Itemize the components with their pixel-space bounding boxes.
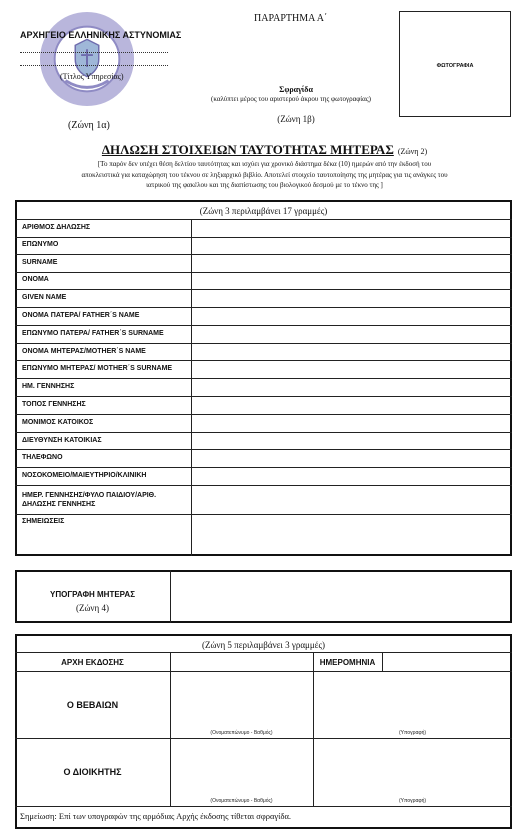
field-label: ΔΗΛΩΣΗΣ ΓΕΝΝΗΣΗΣ — [22, 501, 96, 508]
row-divider — [15, 396, 512, 397]
field-label: ΑΡΙΘΜΟΣ ΔΗΛΩΣΗΣ — [22, 224, 91, 231]
row-divider — [15, 432, 512, 433]
certifier-name-rank-caption: (Ονοματεπώνυμο - Βαθμός) — [210, 730, 273, 736]
document-title-zone: (Ζώνη 2) — [397, 147, 428, 156]
field-label: ΕΠΩΝΥΜΟ — [22, 241, 59, 248]
intro-line-1: [Το παρόν δεν υπέχει θέση δελτίου ταυτότητας και ισχύει για χρονικό διάστημα δέκα (10) ημερών από την έκδοσή του — [97, 160, 432, 168]
field-label: SURNAME — [22, 259, 58, 266]
zone-5-column-divider — [313, 652, 314, 806]
stamp-note-footer: Σημείωση: Επί των υπογραφών της αρμόδιας Αρχής έκδοσης τίθεται σφραγίδα. — [20, 811, 292, 821]
zone-5-divider — [15, 652, 512, 653]
director-signature-caption: (Υπογραφή) — [398, 798, 427, 804]
zone-3-header-divider — [15, 219, 512, 220]
row-divider — [15, 514, 512, 515]
issuer-label: ΑΡΧΗ ΕΚΔΟΣΗΣ — [61, 658, 124, 667]
document-title: ΔΗΛΩΣΗ ΣΤΟΙΧΕΙΩΝ ΤΑΥΤΟΤΗΤΑΣ ΜΗΤΕΡΑΣ — [101, 142, 394, 157]
director-label: Ο ΔΙΟΙΚΗΤΗΣ — [63, 767, 122, 777]
mother-signature-label: ΥΠΟΓΡΑΦΗ ΜΗΤΕΡΑΣ — [50, 590, 135, 599]
field-label: ΝΟΣΟΚΟΜΕΙΟ/ΜΑΙΕΥΤΗΡΙΟ/ΚΛΙΝΙΚΗ — [22, 472, 147, 479]
zone-5-divider — [15, 738, 512, 739]
certifier-signature-caption: (Υπογραφή) — [398, 730, 427, 736]
zone-1b-label: (Ζώνη 1β) — [277, 114, 315, 124]
row-divider — [15, 449, 512, 450]
zone-5-divider — [15, 671, 512, 672]
row-divider — [15, 378, 512, 379]
intro-text — [0, 159, 529, 191]
zone-3-header: (Ζώνη 3 περιλαμβάνει 17 γραμμές) — [199, 206, 328, 216]
field-label: ΟΝΟΜΑ ΠΑΤΕΡΑ/ FATHER΄S NAME — [22, 312, 140, 319]
appendix-title: ΠΑΡΑΡΤΗΜΑ Α΄ — [254, 13, 328, 24]
service-dotted-line-1 — [20, 52, 168, 53]
field-label: ΗΜ. ΓΕΝΝΗΣΗΣ — [22, 383, 75, 390]
row-divider — [15, 325, 512, 326]
certifier-label: Ο ΒΕΒΑΙΩΝ — [66, 700, 119, 710]
photo-label: ΦΩΤΟΓΡΑΦΙΑ — [436, 63, 474, 69]
row-divider — [15, 307, 512, 308]
date-label: ΗΜΕΡΟΜΗΝΙΑ — [319, 658, 376, 667]
field-label: ΔΙΕΥΘΥΝΣΗ ΚΑΤΟΙΚΙΑΣ — [22, 437, 102, 444]
zone-4-divider — [170, 570, 171, 623]
zone-5-divider — [15, 806, 512, 807]
zone-5-column-divider — [170, 652, 171, 806]
document-title-row — [0, 141, 529, 159]
field-label: ΤΗΛΕΦΩΝΟ — [22, 454, 63, 461]
row-divider — [15, 237, 512, 238]
field-label: ΕΠΩΝΥΜΟ ΠΑΤΕΡΑ/ FATHER΄S SURNAME — [22, 330, 164, 337]
zone-5-column-divider — [382, 652, 383, 671]
field-label: ΟΝΟΜΑ ΜΗΤΕΡΑΣ/MOTHER΄S NAME — [22, 348, 146, 355]
field-label: ΟΝΟΜΑ — [22, 276, 49, 283]
field-label: GIVEN NAME — [22, 294, 67, 301]
row-divider — [15, 360, 512, 361]
field-label: ΜΟΝΙΜΟΣ ΚΑΤΟΙΚΟΣ — [22, 419, 94, 426]
field-label: ΣΗΜΕΙΩΣΕΙΣ — [22, 518, 65, 525]
field-label: ΤΟΠΟΣ ΓΕΝΝΗΣΗΣ — [22, 401, 86, 408]
zone-1a-label: (Ζώνη 1α) — [68, 120, 110, 131]
row-divider — [15, 343, 512, 344]
zone-3-column-divider — [191, 219, 192, 556]
archive-title: ΑΡΧΗΓΕΙΟ ΕΛΛΗΝΙΚΗΣ ΑΣΤΥΝΟΜΙΑΣ — [20, 30, 182, 40]
zone-5-header: (Ζώνη 5 περιλαμβάνει 3 γραμμές) — [201, 640, 326, 650]
field-label: ΗΜΕΡ. ΓΕΝΝΗΣΗΣ/ΦΥΛΟ ΠΑΙΔΙΟΥ/ΑΡΙΘ. — [22, 492, 157, 499]
intro-line-2: αποκλειστικά για καταχώρηση του τέκνου σε ληξιαρχικό βιβλίο. Αποτελεί στοιχείο ταυτοποίησης της μητέρας για τις ανάγκες του — [81, 170, 448, 179]
row-divider — [15, 289, 512, 290]
zone-4-label: (Ζώνη 4) — [76, 603, 109, 613]
row-divider — [15, 485, 512, 486]
intro-line-3: ιατρικού της φακέλου και της διαπίστωσης του βιολογικού δεσμού με το τέκνο της ] — [146, 181, 383, 189]
director-name-rank-caption: (Ονοματεπώνυμο - Βαθμός) — [210, 798, 273, 804]
police-seal-logo — [38, 10, 136, 108]
stamp-label: Σφραγίδα — [279, 85, 313, 94]
row-divider — [15, 467, 512, 468]
service-dotted-line-2 — [20, 65, 168, 66]
service-title: (Τίτλος Υπηρεσίας) — [60, 72, 124, 81]
stamp-note: (καλύπτει μέρος του αριστερού άκρου της φωτογραφίας) — [211, 95, 371, 103]
row-divider — [15, 254, 512, 255]
row-divider — [15, 272, 512, 273]
photo-box — [399, 11, 511, 117]
field-label: ΕΠΩΝΥΜΟ ΜΗΤΕΡΑΣ/ MOTHER΄S SURNAME — [22, 365, 173, 372]
row-divider — [15, 414, 512, 415]
